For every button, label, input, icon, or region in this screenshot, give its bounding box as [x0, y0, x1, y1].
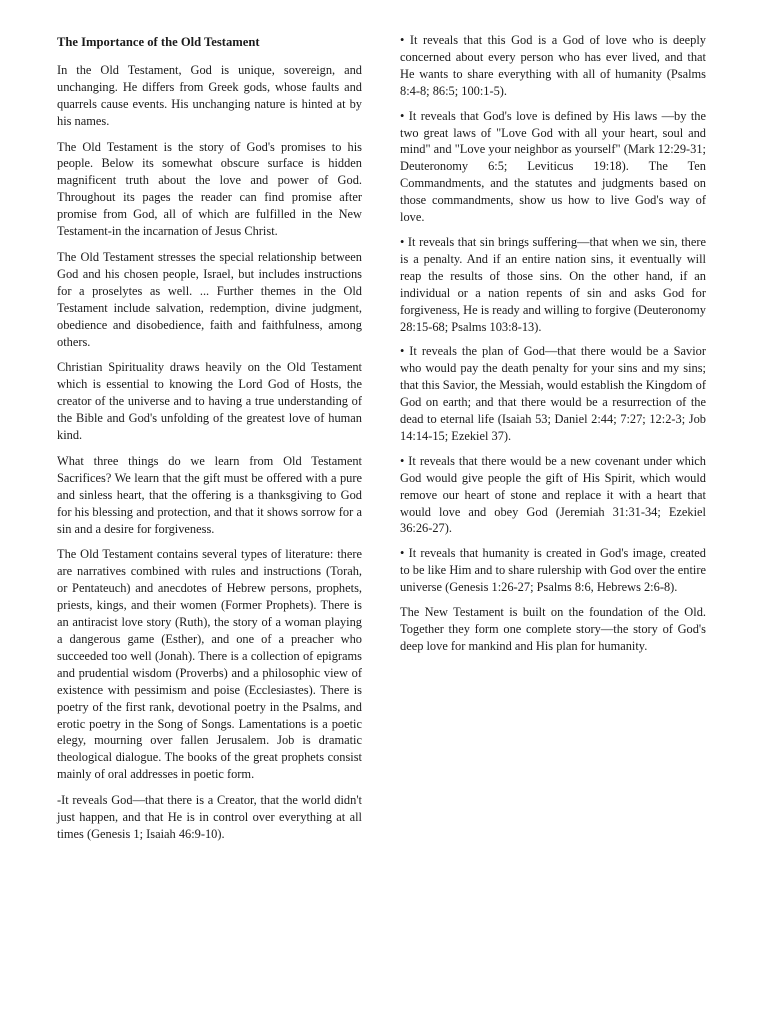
right-column [400, 32, 706, 663]
bullet-paragraph: • It reveals that there would be a new covenant under which God would give people the gift of His Spirit, which would remove our heart of stone and replace it with a heart that would love and obey God (Jeremiah 31:31-34; Ezekiel 36:26-27). [400, 453, 706, 536]
bullet-paragraph: • It reveals that God's love is defined by His laws —by the two great laws of "Love God with all your heart, soul and mind" and "Love your neighbor as yourself" (Mark 12:29-31; Deuteronomy 6:5; Leviticus 19:18). The Ten Commandments, and the statutes and judgments based on those commandments, show us how to live God's way of love. [400, 108, 706, 225]
paragraph: -It reveals God—that there is a Creator, that the world didn't just happen, and that He is in control over everything at all times (Genesis 1; Isaiah 46:9-10). [57, 793, 362, 841]
paragraph: What three things do we learn from Old Testament Sacrifices? We learn that the gift must be offered with a pure and sinless heart, that the offering is a thanksgiving to God for his blessing and protection, and that it shows sorrow for a sin and a desire for forgiveness. [57, 453, 362, 536]
paragraph: In the Old Testament, God is unique, sovereign, and unchanging. He differs from Greek gods, whose faults and quarrels cause events. His unchanging nature is hinted at by his names. [57, 62, 362, 128]
bullet-paragraph: • It reveals the plan of God—that there would be a Savior who would pay the death penalty for your sins and my sins; that this Savior, the Messiah, would establish the Kingdom of God on earth; and that there would be a resurrection of the dead to eternal life (Isaiah 53; Daniel 2:44; 7:27; 12:2-3; Job 14:14-15; Ezekiel 37). [400, 344, 706, 443]
bullet-paragraph: • It reveals that this God is a God of love who is deeply concerned about every person who has ever lived, and that He wants to share everything with all of humanity (Psalms 8:4-8; 86:5; 100:1-5). [400, 33, 706, 98]
left-column [57, 30, 362, 843]
paragraph: The Old Testament contains several types of literature: there are narratives combined with rules and instructions (Torah, or Pentateuch) and anecdotes of Hebrew persons, prophets, priests, kings, and their women (Former Prophets). There is an antiracist love story (Ruth), the story of a woman playing a dangerous game (Esther), and one of a preacher who succeeded too well (Jonah). There is a collection of epigrams and prudential wisdom (Proverbs) and a philosophic view of existence with pessimism and poise (Ecclesiastes). There is poetry of the first rank, devotional poetry in the Psalms, and erotic poetry in the Song of Songs. Lamentations is a poetic elegy, mourning over fallen Jerusalem. Job is dramatic theological dialogue. The books of the great prophets consist mainly of oral addresses in poetic form. [57, 547, 362, 782]
bullet-paragraph: • It reveals that sin brings suffering—that when we sin, there is a penalty. And if an entire nation sins, it eventually will reap the results of those sins. On the other hand, if an individual or a nation repents of sin and asks God for forgiveness, He is ready and willing to forgive (Deuteronomy 28:15-68; Psalms 103:8-13). [400, 234, 706, 334]
paragraph: The Old Testament is the story of God's promises to his people. Below its somewhat obscure surface is hidden magnificent truth about the love and power of God. Throughout its pages the reader can find promise after promise from God, all of which are fulfilled in the New Testament-in the incarnation of Jesus Christ. [57, 139, 362, 239]
document-title: The Importance of the Old Testament [57, 35, 260, 49]
paragraph: Christian Spirituality draws heavily on the Old Testament which is essential to knowing the Lord God of Hosts, the creator of the universe and to having a true understanding of the Bible and God's unfolding of the greatest love of human kind. [57, 360, 362, 443]
paragraph: The New Testament is built on the foundation of the Old. Together they form one complete story—the story of God's deep love for mankind and His plan for humanity. [400, 605, 706, 653]
paragraph: The Old Testament stresses the special relationship between God and his chosen people, Israel, but includes instructions for a proselytes as well. ... Further themes in the Old Testament include salvation, redemption, divine judgment, obedience and disobedience, faith and faithfulness, among others. [57, 249, 362, 349]
bullet-paragraph: • It reveals that humanity is created in God's image, created to be like Him and to share rulership with God over the entire universe (Genesis 1:26-27; Psalms 8:6, Hebrews 2:6-8). [400, 546, 706, 595]
